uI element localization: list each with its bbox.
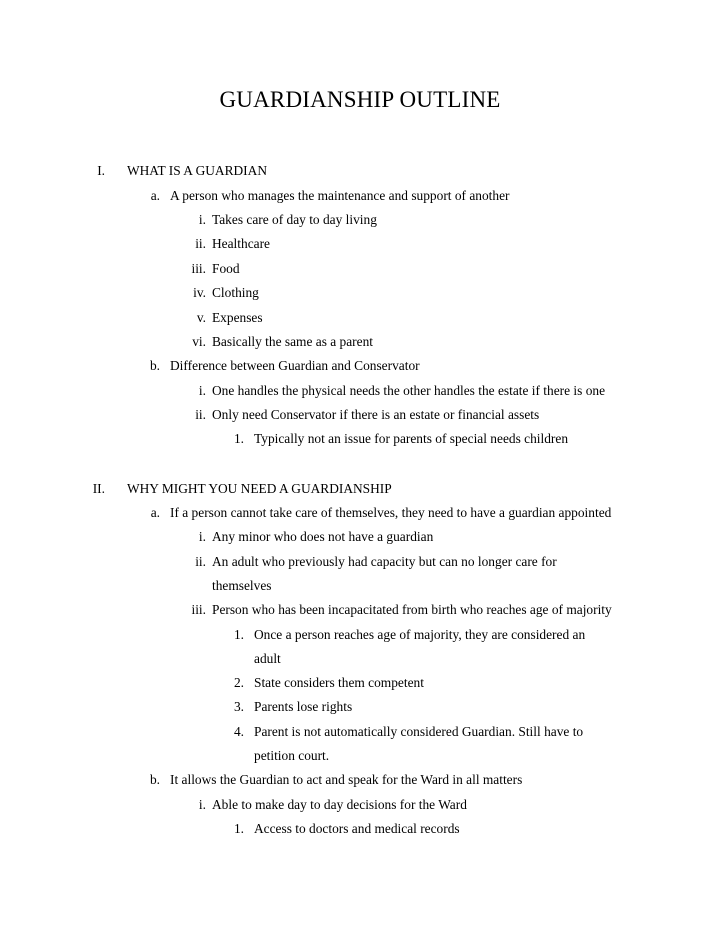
outline-text: An adult who previously had capacity but can no longer care for bbox=[212, 554, 557, 569]
outline-text: Typically not an issue for parents of special needs children bbox=[254, 431, 569, 446]
outline-text: Healthcare bbox=[212, 236, 270, 251]
outline-text: Parents lose rights bbox=[254, 699, 353, 714]
outline-text: Basically the same as a parent bbox=[212, 334, 373, 349]
outline-text: A person who manages the maintenance and support of another bbox=[170, 188, 510, 203]
outline-marker: 2. bbox=[233, 675, 244, 690]
outline-marker: b. bbox=[149, 358, 160, 373]
outline-marker: i. bbox=[198, 212, 206, 227]
outline-text: If a person cannot take care of themselves, they need to have a guardian appointed bbox=[170, 505, 612, 520]
outline-text: Only need Conservator if there is an estate or financial assets bbox=[212, 407, 540, 422]
outline-marker: 3. bbox=[233, 699, 244, 714]
outline-text: Person who has been incapacitated from birth who reaches age of majority bbox=[212, 602, 612, 617]
outline-text: Expenses bbox=[212, 310, 263, 325]
outline-marker: 1. bbox=[233, 431, 244, 446]
outline-text: Any minor who does not have a guardian bbox=[212, 529, 434, 544]
outline-text: Able to make day to day decisions for the Ward bbox=[212, 797, 467, 812]
outline-marker: v. bbox=[196, 310, 206, 325]
outline-marker: ii. bbox=[195, 236, 206, 251]
outline-marker: iv. bbox=[193, 285, 206, 300]
outline-marker: 1. bbox=[233, 627, 244, 642]
outline-text: Parent is not automatically considered Guardian. Still have to bbox=[254, 724, 584, 739]
document-title: GUARDIANSHIP OUTLINE bbox=[219, 87, 501, 112]
outline-text: themselves bbox=[212, 578, 272, 593]
outline-marker: 1. bbox=[233, 821, 244, 836]
outline-marker: iii. bbox=[191, 261, 206, 276]
outline-marker: a. bbox=[150, 188, 160, 203]
outline-text: Clothing bbox=[212, 285, 259, 300]
outline-text: adult bbox=[254, 651, 281, 666]
outline-text: One handles the physical needs the other handles the estate if there is one bbox=[212, 383, 606, 398]
outline-marker: i. bbox=[198, 797, 206, 812]
outline-marker: II. bbox=[92, 481, 105, 496]
outline-text: WHY MIGHT YOU NEED A GUARDIANSHIP bbox=[127, 481, 392, 496]
outline-marker: a. bbox=[150, 505, 160, 520]
outline-text: Once a person reaches age of majority, they are considered an bbox=[254, 627, 586, 642]
outline-marker: vi. bbox=[192, 334, 206, 349]
outline-marker: I. bbox=[97, 163, 105, 178]
outline-text: State considers them competent bbox=[254, 675, 424, 690]
outline-text: WHAT IS A GUARDIAN bbox=[127, 163, 267, 178]
outline-marker: 4. bbox=[233, 724, 244, 739]
outline-text: Access to doctors and medical records bbox=[254, 821, 460, 836]
outline-text: petition court. bbox=[254, 748, 330, 763]
outline-marker: iii. bbox=[191, 602, 206, 617]
outline-marker: ii. bbox=[195, 407, 206, 422]
outline-text: It allows the Guardian to act and speak for the Ward in all matters bbox=[170, 772, 523, 787]
outline-text: Takes care of day to day living bbox=[212, 212, 377, 227]
outline-text: Food bbox=[212, 261, 240, 276]
outline-text: Difference between Guardian and Conservator bbox=[170, 358, 420, 373]
outline-marker: i. bbox=[198, 383, 206, 398]
outline-marker: i. bbox=[198, 529, 206, 544]
outline-marker: ii. bbox=[195, 554, 206, 569]
outline-marker: b. bbox=[149, 772, 160, 787]
